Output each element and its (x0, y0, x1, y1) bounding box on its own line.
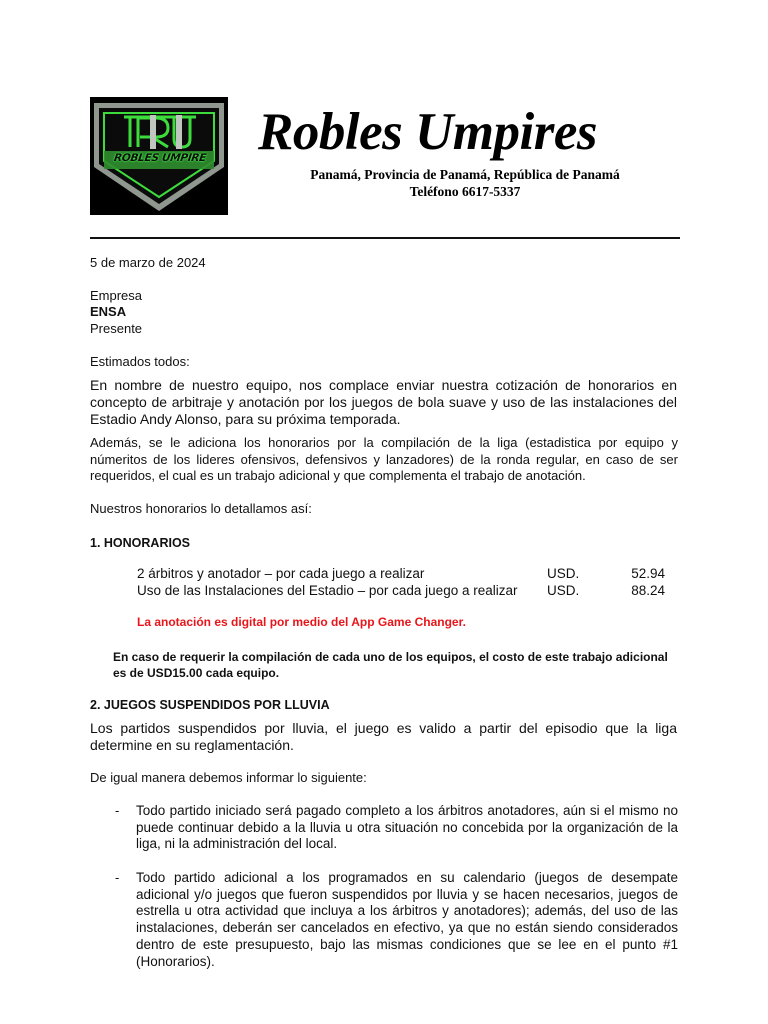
compilation-cost-note: En caso de requerir la compilación de cada uno de los equipos, el costo de este trabajo adicional es de USD15.00 cada equipo. (113, 650, 668, 680)
company-phone: Teléfono 6617-5337 (409, 184, 521, 199)
digital-scoring-note: La anotación es digital por medio del App Game Changer. (137, 615, 466, 629)
recipient-line-1: Empresa (90, 288, 143, 303)
bullet-marker: - (115, 803, 120, 818)
bullet-text: Todo partido iniciado será pagado completo a los árbitros anotadores, aún si el mismo no puede continuar debido a la lluvia u otra situación no concebida por la organización de la liga, ni la administración del local. (136, 803, 678, 852)
fee-description: Uso de las Instalaciones del Estadio – por cada juego a realizar (137, 583, 518, 598)
recipient-company: ENSA (90, 304, 127, 319)
section-heading-honorarios: 1. HONORARIOS (90, 536, 191, 550)
logo-wordmark: ROBLES UMPIRE (113, 152, 207, 164)
header-divider (90, 237, 680, 239)
paragraph-compilation: Además, se le adiciona los honorarios por la compilación de la liga (estadistica por equipo y númeritos de los lideres ofensivos, defensivos y lanzadores) de la ronda regular, en caso de ser requeridos, el cual es un trabajo adicional y que complementa el trabajo de anotación. (90, 435, 678, 483)
section-heading-rain (90, 697, 330, 713)
fee-row (137, 582, 667, 599)
paragraph-intro: En nombre de nuestro equipo, nos complace enviar nuestra cotización de honorarios en concepto de arbitraje y anotación por los juegos de bola suave y uso de las instalaciones del Estadio Andy Alonso, para su próxima temporada. (90, 377, 677, 427)
company-logo (90, 97, 228, 215)
company-address: Panamá, Provincia de Panamá, República de Panamá (310, 167, 620, 182)
rain-intro: De igual manera debemos informar lo siguiente: (90, 770, 367, 785)
fee-description: 2 árbitros y anotador – por cada juego a realizar (137, 566, 425, 581)
fee-amount: 88.24 (631, 583, 665, 598)
fees-intro: Nuestros honorarios lo detallamos así: (90, 501, 312, 516)
rain-paragraph: Los partidos suspendidos por lluvia, el juego es valido a partir del episodio que la liga determine en su reglamentación. (90, 720, 677, 753)
fee-currency: USD. (547, 583, 580, 598)
bullet-text: Todo partido adicional a los programados en su calendario (juegos de desempate adicional y/o juegos que fueron suspendidos por lluvia y se hacen necesarios, juegos de estrella u otra actividad que incluya a los árbitros y anotadores); además, del uso de las instalaciones, deberán ser cancelados en efectivo, ya que no están siendo considerados dentro de este presupuesto, bajo las mismas condiciones que se lee en el punto #1 (Honorarios). (136, 870, 678, 969)
company-name: Robles Umpires (258, 103, 597, 161)
fee-currency: USD. (547, 566, 580, 581)
fee-amount: 52.94 (631, 566, 665, 581)
recipient-line-3: Presente (90, 321, 143, 336)
bullet-marker: - (115, 870, 120, 885)
fee-row (137, 565, 667, 582)
letter-date: 5 de marzo de 2024 (90, 255, 206, 270)
salutation: Estimados todos: (90, 354, 190, 369)
section-heading-rain-text: 2. JUEGOS SUSPENDIDOS POR LLUVIA (90, 698, 330, 712)
